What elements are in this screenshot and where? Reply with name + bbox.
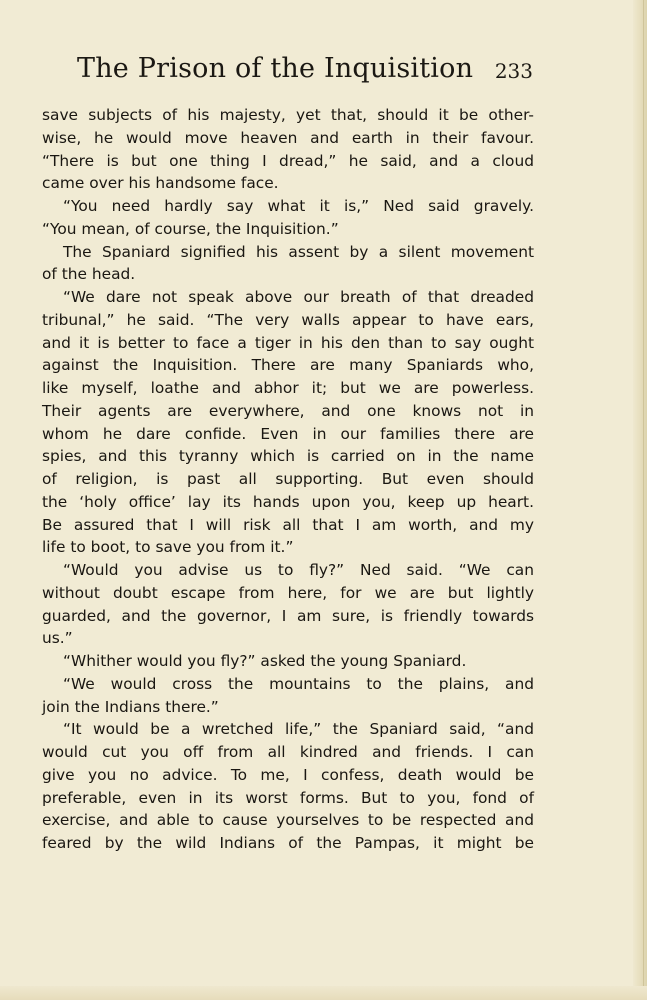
text-line: against the Inquisition. There are many Spaniards who, <box>42 356 534 375</box>
text-line: Be assured that I will risk all that I am worth, and my <box>42 515 534 534</box>
text-line: “You mean, of course, the Inquisition.” <box>42 219 339 238</box>
text-line: wise, he would move heaven and earth in their favour. <box>42 128 534 147</box>
text-line: of religion, is past all supporting. But even should <box>42 470 534 488</box>
text-line: preferable, even in its worst forms. But to you, fond of <box>42 788 534 807</box>
text-line: “We would cross the mountains to the plains, and <box>63 674 534 693</box>
text-line: join the Indians there.” <box>42 697 219 716</box>
text-line: spies, and this tyranny which is carried on in the name <box>42 447 534 466</box>
text-line: The Spaniard signified his assent by a silent movement <box>63 242 534 261</box>
text-line: us.” <box>42 629 73 648</box>
text-line: like myself, loathe and abhor it; but we are powerless. <box>42 379 534 397</box>
body-text <box>42 104 534 855</box>
text-line: of the head. <box>42 265 136 284</box>
text-line: “Would you advise us to fly?” Ned said. “We can <box>63 561 534 579</box>
page-number: 233 <box>494 59 533 83</box>
text-line: “You need hardly say what it is,” Ned said gravely. <box>63 197 534 215</box>
text-line: and it is better to face a tiger in his den than to say ought <box>42 333 534 352</box>
page-right-edge <box>633 0 647 1000</box>
text-line: “Whither would you fly?” asked the young Spaniard. <box>63 652 467 670</box>
text-line: Their agents are everywhere, and one knows not in <box>42 401 534 420</box>
text-line: tribunal,” he said. “The very walls appear to have ears, <box>42 310 534 329</box>
text-line: life to boot, to save you from it.” <box>42 538 294 557</box>
text-line: the ‘holy office’ lay its hands upon you, keep up heart. <box>42 492 534 511</box>
text-line: exercise, and able to cause yourselves to be respected and <box>42 811 534 830</box>
text-line: came over his handsome face. <box>42 174 279 193</box>
text-line: guarded, and the governor, I am sure, is friendly towards <box>42 606 534 625</box>
text-line: whom he dare confide. Even in our families there are <box>42 424 534 443</box>
text-line: “We dare not speak above our breath of that dreaded <box>63 288 534 306</box>
text-line: “There is but one thing I dread,” he said, and a cloud <box>42 151 534 170</box>
text-line: give you no advice. To me, I confess, death would be <box>42 765 534 784</box>
page-bottom-edge <box>0 986 647 1000</box>
text-line: save subjects of his majesty, yet that, should it be other- <box>42 106 534 124</box>
text-line: “It would be a wretched life,” the Spaniard said, “and <box>63 720 534 739</box>
text-line: without doubt escape from here, for we are but lightly <box>42 583 534 602</box>
text-line: would cut you off from all kindred and friends. I can <box>42 743 534 761</box>
page-header <box>77 53 537 93</box>
running-title: The Prison of the Inquisition <box>77 53 474 84</box>
text-line: feared by the wild Indians of the Pampas, it might be <box>42 834 534 852</box>
